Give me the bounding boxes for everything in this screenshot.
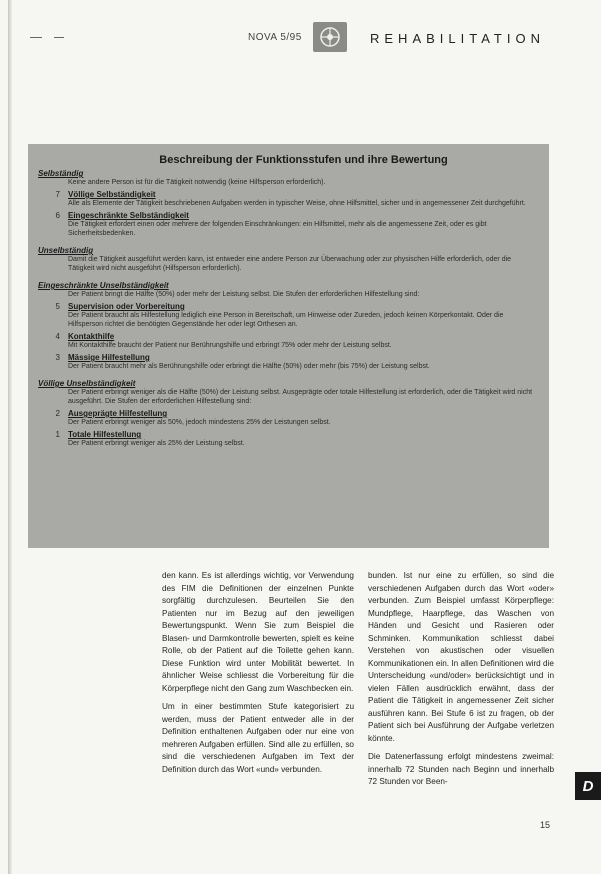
header-rule bbox=[30, 37, 42, 38]
level-item bbox=[38, 332, 539, 350]
level-title: Völlige Selbständigkeit bbox=[68, 190, 156, 199]
level-description: Alle als Elemente der Tätigkeit beschriebenen Aufgaben werden in typischer Weise, ohne Hilfsmittel, sicher und in angemessener Zeit durchgeführt. bbox=[68, 200, 526, 207]
box-title: Beschreibung der Funktionsstufen und ihre Bewertung bbox=[159, 154, 448, 166]
category-description: Damit die Tätigkeit ausgeführt werden kann, ist entweder eine andere Person zur Überwachung oder zur physischen Hilfe erforderlich, oder die Tätigkeit wird nicht ausgeführt (Hilfsperson erforderlich). bbox=[68, 256, 512, 272]
level-item bbox=[38, 211, 539, 238]
category-description: Der Patient erbringt weniger als die Hälfte (50%) der Leistung selbst. Ausgeprägte oder totale Hilfestellung ist erforderlich, oder die Tätigkeit wird nicht ausgeführt. Die Stufen der erforderlichen Hilfestellung sind: bbox=[68, 389, 533, 405]
level-number: 7 bbox=[55, 190, 60, 199]
level-title: Ausgeprägte Hilfestellung bbox=[68, 409, 168, 418]
level-title: Totale Hilfestellung bbox=[68, 430, 142, 439]
category-description: Der Patient bringt die Hälfte (50%) oder mehr der Leistung selbst. Die Stufen der erforderlichen Hilfestellung sind: bbox=[68, 291, 420, 298]
category-heading: Unselbständig bbox=[38, 246, 94, 255]
level-description: Mit Kontakthilfe braucht der Patient nur Berührungshilfe und erbringt 75% oder mehr der Leistung selbst. bbox=[68, 342, 392, 349]
body-paragraph: Um in einer bestimmten Stufe kategorisiert zu werden, muss der Patient entweder alle in der Definition enthaltenen Aufgaben oder nur eine von mehreren Aufgaben erfüllen. Sind alle zu erfüllen, so sind die verschiedenen Aufgaben im Text der Definition durch das Wort «und» verbunden. bbox=[162, 702, 354, 774]
level-item bbox=[38, 409, 539, 427]
level-number: 1 bbox=[55, 430, 60, 439]
body-paragraph: den kann. Es ist allerdings wichtig, vor Verwendung des FIM die Definitionen der einzelnen Punkte sorgfältig durchzulesen. Beurteilen Sie den Patienten nur im Bezug auf den jeweiligen Bewertungspunkt. Wenn Sie zum Beispiel die Blasen- und Darmkontrolle bewerten, spielt es keine Rolle, ob der Patient auf die Toilette gehen kann. Diese Funktion wird unter Mobilität bewertet. In ähnlicher Weise schliesst die Vorbereitung für die Körperpflege nicht den Gang zum Waschbecken ein. bbox=[162, 571, 354, 693]
header-rule bbox=[54, 37, 64, 38]
body-paragraph: Die Datenerfassung erfolgt mindestens zweimal: innerhalb 72 Stunden nach Beginn und innerhalb 72 Stunden vor Been- bbox=[368, 752, 554, 786]
body-paragraph: bunden. Ist nur eine zu erfüllen, so sind die verschiedenen Aufgaben durch das Wort «oder» verbunden. Zum Beispiel umfasst Körperpflege: Mundpflege, Haarpflege, das Waschen von Händen und Gesicht und Rasieren oder Schminken. Kommunikation schliesst dabei Verstehen von akustischen oder visuellen Kommunikationen ein. In allen Definitionen wird die Unterscheidung «und/oder» berücksichtigt und in vielen Fällen ausdrücklich erwähnt, dass der Patient die Tätigkeit in angemessener Zeit sicher ausführen kann. Bei Stufe 6 ist zu fragen, ob der Patient sich bei Ausführung der Aufgabe verletzen könnte. bbox=[368, 571, 554, 743]
level-description: Der Patient braucht mehr als Berührungshilfe oder erbringt die Hälfte (50%) oder mehr (bis 75%) der Leistung selbst. bbox=[68, 363, 430, 370]
level-item bbox=[38, 353, 539, 371]
level-description: Der Patient braucht als Hilfestellung lediglich eine Person in Bereitschaft, um Hinweise oder Zureden, jedoch keinen Körperkontakt. Oder die Hilfsperson richtet die benötigten Gegenstände her oder legt Orthesen an. bbox=[68, 312, 504, 328]
running-header bbox=[18, 22, 561, 52]
binding-edge bbox=[8, 0, 12, 874]
category-heading: Selbständig bbox=[38, 169, 84, 178]
level-description: Die Tätigkeit erfordert einen oder mehrere der folgenden Einschränkungen: ein Hilfsmittel, mehr als die angemessene Zeit, oder es gibt Sicherheitsbedenken. bbox=[68, 221, 487, 237]
level-item bbox=[38, 430, 539, 448]
level-title: Supervision oder Vorbereitung bbox=[68, 302, 185, 311]
level-title: Eingeschränkte Selbständigkeit bbox=[68, 211, 189, 220]
level-number: 3 bbox=[55, 353, 60, 362]
level-number: 6 bbox=[55, 211, 60, 220]
level-number: 4 bbox=[55, 332, 60, 341]
level-description: Der Patient erbringt weniger als 50%, jedoch mindestens 25% der Leistungen selbst. bbox=[68, 419, 331, 426]
section-marker: D bbox=[575, 772, 601, 800]
level-description: Der Patient erbringt weniger als 25% der Leistung selbst. bbox=[68, 440, 245, 447]
page-number: 15 bbox=[540, 820, 551, 830]
level-number: 2 bbox=[55, 409, 60, 418]
body-column-left bbox=[162, 570, 354, 776]
level-number: 5 bbox=[55, 302, 60, 311]
level-item bbox=[38, 190, 539, 208]
body-column-right bbox=[368, 570, 554, 789]
level-title: Kontakthilfe bbox=[68, 332, 115, 341]
level-item bbox=[38, 302, 539, 329]
emblem-icon bbox=[313, 22, 347, 52]
category-heading: Eingeschränkte Unselbständigkeit bbox=[38, 281, 169, 290]
function-levels-box bbox=[28, 144, 549, 548]
level-title: Mässige Hilfestellung bbox=[68, 353, 150, 362]
issue-label: NOVA 5/95 bbox=[248, 32, 302, 43]
category-heading: Völlige Unselbständigkeit bbox=[38, 379, 136, 388]
section-title: REHABILITATION bbox=[370, 31, 545, 46]
category-description: Keine andere Person ist für die Tätigkeit notwendig (keine Hilfsperson erforderlich). bbox=[68, 179, 326, 186]
